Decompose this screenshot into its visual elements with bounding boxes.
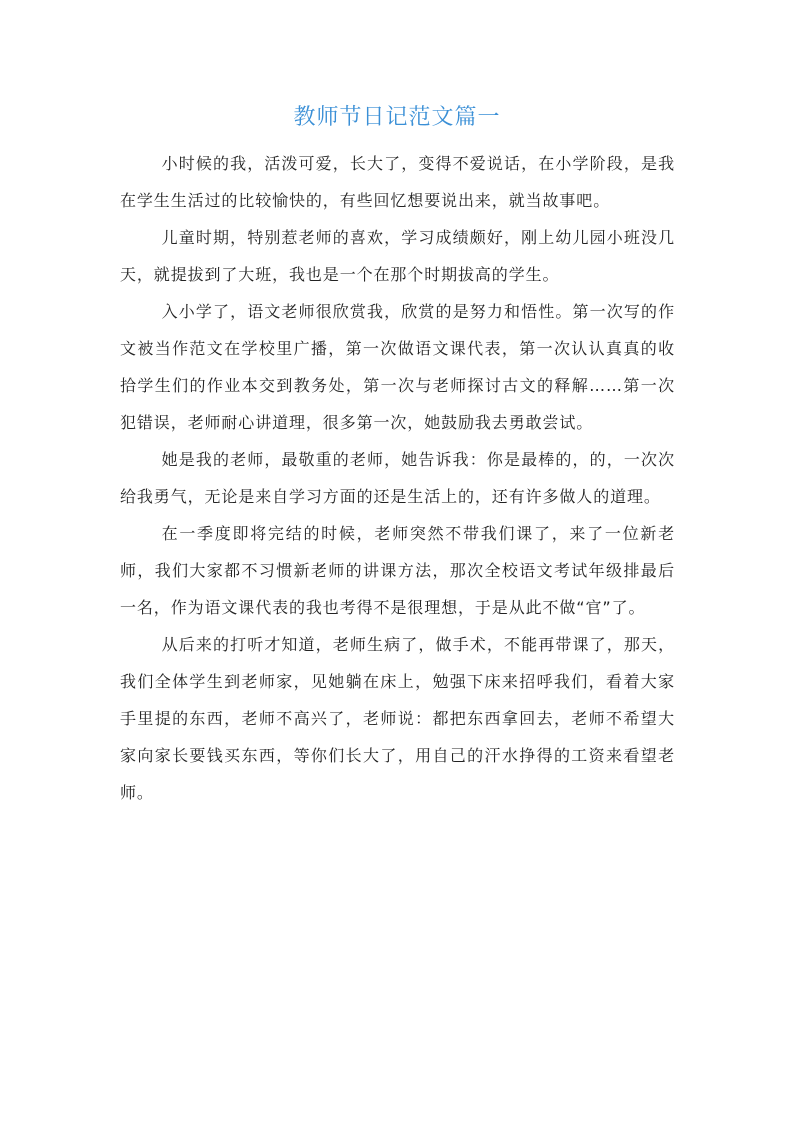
paragraph-6: 从后来的打听才知道，老师生病了，做手术，不能再带课了，那天，我们全体学生到老师家，见她躺在床上，勉强下床来招呼我们，看着大家手里提的东西，老师不高兴了，老师说：都把东西拿回去，老师不希望大家向家长要钱买东西，等你们长大了，用自己的汗水挣得的工资来看望老师。: [120, 635, 675, 802]
paragraph-2: 儿童时期，特别惹老师的喜欢，学习成绩颇好，刚上幼儿园小班没几天，就提拔到了大班，我也是一个在那个时期拔高的学生。: [120, 228, 675, 284]
paragraph-3: 入小学了，语文老师很欣赏我，欣赏的是努力和悟性。第一次写的作文被当作范文在学校里广播，第一次做语文课代表，第一次认认真真的收拾学生们的作业本交到教务处，第一次与老师探讨古文的释解……第一次犯错误，老师耐心讲道理，很多第一次，她鼓励我去勇敢尝试。: [120, 302, 675, 432]
document-title: 教师节日记范文篇一: [293, 105, 501, 130]
paragraph-1: 小时候的我，活泼可爱，长大了，变得不爱说话，在小学阶段，是我在学生生活过的比较愉快的，有些回忆想要说出来，就当故事吧。: [120, 154, 675, 210]
paragraph-4: 她是我的老师，最敬重的老师，她告诉我：你是最棒的，的，一次次给我勇气，无论是来自学习方面的还是生活上的，还有许多做人的道理。: [120, 450, 675, 506]
document-body: [120, 145, 675, 811]
paragraph-5: 在一季度即将完结的时候，老师突然不带我们课了，来了一位新老师，我们大家都不习惯新老师的讲课方法，那次全校语文考试年级排最后一名，作为语文课代表的我也考得不是很理想，于是从此不做“官”了。: [120, 524, 675, 617]
